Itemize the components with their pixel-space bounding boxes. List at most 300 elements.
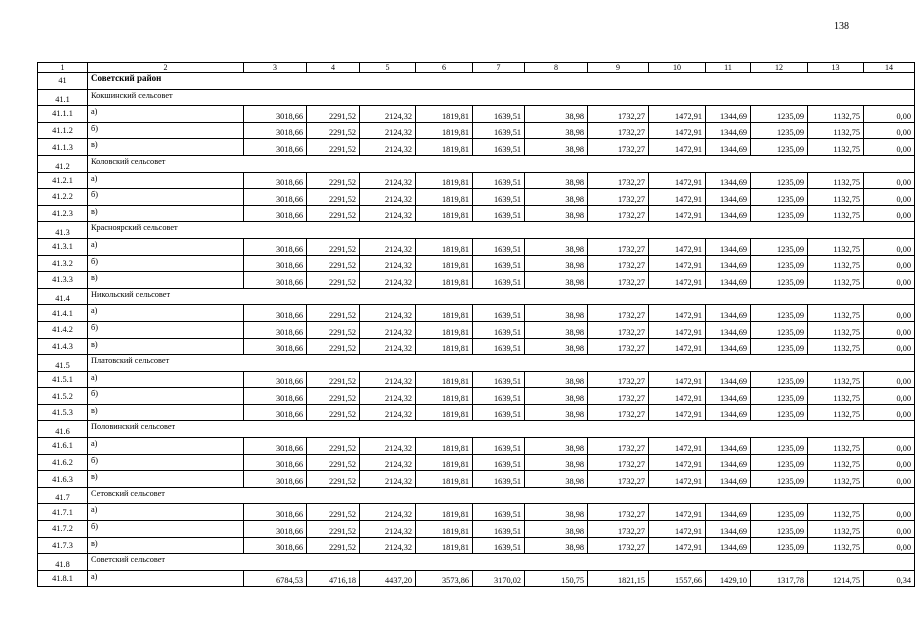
value-cell: 2291,52 bbox=[307, 205, 360, 222]
table-row bbox=[38, 238, 915, 255]
row-variant: б) bbox=[88, 255, 244, 272]
row-code: 41.7.2 bbox=[38, 521, 88, 538]
value-cell: 1344,69 bbox=[706, 172, 751, 189]
value-cell: 2124,32 bbox=[360, 255, 416, 272]
value-cell: 1819,81 bbox=[416, 388, 473, 405]
value-cell: 3573,86 bbox=[416, 570, 473, 587]
row-code: 41.5.1 bbox=[38, 371, 88, 388]
value-cell: 1732,27 bbox=[588, 371, 649, 388]
value-cell: 0,00 bbox=[864, 272, 915, 289]
column-number: 2 bbox=[88, 63, 244, 73]
value-cell: 1819,81 bbox=[416, 321, 473, 338]
value-cell: 1235,09 bbox=[751, 172, 808, 189]
value-cell: 0,00 bbox=[864, 471, 915, 488]
value-cell: 0,34 bbox=[864, 570, 915, 587]
value-cell: 1732,27 bbox=[588, 238, 649, 255]
value-cell: 1639,51 bbox=[473, 205, 525, 222]
row-variant: в) bbox=[88, 205, 244, 222]
value-cell: 1639,51 bbox=[473, 388, 525, 405]
row-code: 41.1.1 bbox=[38, 106, 88, 123]
settlement-row bbox=[38, 288, 915, 305]
value-cell: 1639,51 bbox=[473, 238, 525, 255]
value-cell: 1344,69 bbox=[706, 454, 751, 471]
value-cell: 0,00 bbox=[864, 172, 915, 189]
value-cell: 1235,09 bbox=[751, 189, 808, 206]
value-cell: 2291,52 bbox=[307, 438, 360, 455]
row-code: 41.4.1 bbox=[38, 305, 88, 322]
table-row bbox=[38, 570, 915, 587]
row-variant: а) bbox=[88, 438, 244, 455]
value-cell: 3018,66 bbox=[244, 238, 307, 255]
value-cell: 1132,75 bbox=[808, 454, 864, 471]
value-cell: 1344,69 bbox=[706, 338, 751, 355]
value-cell: 2124,32 bbox=[360, 139, 416, 156]
value-cell: 1235,09 bbox=[751, 521, 808, 538]
row-variant: в) bbox=[88, 404, 244, 421]
value-cell: 2291,52 bbox=[307, 139, 360, 156]
value-cell: 1132,75 bbox=[808, 238, 864, 255]
value-cell: 2291,52 bbox=[307, 272, 360, 289]
value-cell: 1639,51 bbox=[473, 537, 525, 554]
value-cell: 1472,91 bbox=[649, 272, 706, 289]
value-cell: 1344,69 bbox=[706, 521, 751, 538]
value-cell: 1235,09 bbox=[751, 255, 808, 272]
value-cell: 1472,91 bbox=[649, 205, 706, 222]
value-cell: 2124,32 bbox=[360, 504, 416, 521]
value-cell: 38,98 bbox=[525, 139, 588, 156]
value-cell: 1344,69 bbox=[706, 238, 751, 255]
value-cell: 1344,69 bbox=[706, 504, 751, 521]
row-variant: а) bbox=[88, 305, 244, 322]
value-cell: 1819,81 bbox=[416, 272, 473, 289]
value-cell: 1732,27 bbox=[588, 537, 649, 554]
value-cell: 2291,52 bbox=[307, 338, 360, 355]
row-variant: б) bbox=[88, 521, 244, 538]
value-cell: 1732,27 bbox=[588, 122, 649, 139]
value-cell: 1819,81 bbox=[416, 438, 473, 455]
row-code: 41.3 bbox=[38, 222, 88, 239]
value-cell: 1819,81 bbox=[416, 139, 473, 156]
value-cell: 2124,32 bbox=[360, 305, 416, 322]
value-cell: 3018,66 bbox=[244, 504, 307, 521]
value-cell: 2124,32 bbox=[360, 388, 416, 405]
value-cell: 2291,52 bbox=[307, 122, 360, 139]
value-cell: 3018,66 bbox=[244, 404, 307, 421]
value-cell: 38,98 bbox=[525, 388, 588, 405]
value-cell: 0,00 bbox=[864, 404, 915, 421]
value-cell: 1235,09 bbox=[751, 205, 808, 222]
settlement-row bbox=[38, 421, 915, 438]
column-number: 5 bbox=[360, 63, 416, 73]
row-code: 41.6.2 bbox=[38, 454, 88, 471]
value-cell: 1639,51 bbox=[473, 255, 525, 272]
value-cell: 1132,75 bbox=[808, 139, 864, 156]
settlement-name: Никольский сельсовет bbox=[88, 288, 915, 305]
value-cell: 1819,81 bbox=[416, 521, 473, 538]
value-cell: 1819,81 bbox=[416, 238, 473, 255]
row-variant: б) bbox=[88, 321, 244, 338]
row-variant: а) bbox=[88, 106, 244, 123]
value-cell: 3018,66 bbox=[244, 537, 307, 554]
value-cell: 1639,51 bbox=[473, 272, 525, 289]
value-cell: 0,00 bbox=[864, 122, 915, 139]
value-cell: 2291,52 bbox=[307, 255, 360, 272]
row-code: 41.4.3 bbox=[38, 338, 88, 355]
value-cell: 3018,66 bbox=[244, 438, 307, 455]
row-code: 41.5.2 bbox=[38, 388, 88, 405]
value-cell: 1132,75 bbox=[808, 471, 864, 488]
value-cell: 1639,51 bbox=[473, 139, 525, 156]
value-cell: 38,98 bbox=[525, 255, 588, 272]
value-cell: 1344,69 bbox=[706, 255, 751, 272]
value-cell: 1472,91 bbox=[649, 106, 706, 123]
value-cell: 0,00 bbox=[864, 321, 915, 338]
value-cell: 1639,51 bbox=[473, 172, 525, 189]
value-cell: 38,98 bbox=[525, 272, 588, 289]
value-cell: 1317,78 bbox=[751, 570, 808, 587]
settlement-row bbox=[38, 222, 915, 239]
district-row bbox=[38, 73, 915, 90]
value-cell: 1732,27 bbox=[588, 205, 649, 222]
value-cell: 1235,09 bbox=[751, 438, 808, 455]
value-cell: 1732,27 bbox=[588, 172, 649, 189]
value-cell: 1344,69 bbox=[706, 388, 751, 405]
value-cell: 1472,91 bbox=[649, 172, 706, 189]
value-cell: 1819,81 bbox=[416, 537, 473, 554]
table-body bbox=[38, 73, 915, 587]
value-cell: 1344,69 bbox=[706, 471, 751, 488]
value-cell: 1732,27 bbox=[588, 321, 649, 338]
value-cell: 1429,10 bbox=[706, 570, 751, 587]
row-code: 41 bbox=[38, 73, 88, 90]
value-cell: 1132,75 bbox=[808, 106, 864, 123]
value-cell: 1732,27 bbox=[588, 521, 649, 538]
row-code: 41.6.3 bbox=[38, 471, 88, 488]
value-cell: 1732,27 bbox=[588, 438, 649, 455]
page-number: 138 bbox=[834, 21, 849, 32]
value-cell: 2124,32 bbox=[360, 172, 416, 189]
value-cell: 1235,09 bbox=[751, 106, 808, 123]
value-cell: 38,98 bbox=[525, 338, 588, 355]
value-cell: 1132,75 bbox=[808, 305, 864, 322]
row-code: 41.8.1 bbox=[38, 570, 88, 587]
value-cell: 38,98 bbox=[525, 454, 588, 471]
settlement-name: Кокшинский сельсовет bbox=[88, 89, 915, 106]
row-code: 41.7.1 bbox=[38, 504, 88, 521]
value-cell: 1472,91 bbox=[649, 371, 706, 388]
value-cell: 3018,66 bbox=[244, 338, 307, 355]
value-cell: 1732,27 bbox=[588, 255, 649, 272]
value-cell: 3018,66 bbox=[244, 521, 307, 538]
value-cell: 1472,91 bbox=[649, 189, 706, 206]
value-cell: 1732,27 bbox=[588, 404, 649, 421]
row-variant: б) bbox=[88, 388, 244, 405]
value-cell: 1132,75 bbox=[808, 338, 864, 355]
row-code: 41.1.3 bbox=[38, 139, 88, 156]
value-cell: 1732,27 bbox=[588, 338, 649, 355]
value-cell: 1639,51 bbox=[473, 106, 525, 123]
row-variant: а) bbox=[88, 238, 244, 255]
value-cell: 1819,81 bbox=[416, 172, 473, 189]
value-cell: 38,98 bbox=[525, 404, 588, 421]
table-row bbox=[38, 537, 915, 554]
value-cell: 1235,09 bbox=[751, 338, 808, 355]
value-cell: 2291,52 bbox=[307, 471, 360, 488]
value-cell: 0,00 bbox=[864, 504, 915, 521]
value-cell: 1344,69 bbox=[706, 404, 751, 421]
value-cell: 1639,51 bbox=[473, 122, 525, 139]
value-cell: 2291,52 bbox=[307, 537, 360, 554]
value-cell: 38,98 bbox=[525, 438, 588, 455]
row-code: 41.6.1 bbox=[38, 438, 88, 455]
value-cell: 2124,32 bbox=[360, 205, 416, 222]
settlement-name: Советский сельсовет bbox=[88, 554, 915, 571]
value-cell: 1235,09 bbox=[751, 388, 808, 405]
value-cell: 1132,75 bbox=[808, 172, 864, 189]
column-number: 7 bbox=[473, 63, 525, 73]
value-cell: 3018,66 bbox=[244, 305, 307, 322]
value-cell: 1235,09 bbox=[751, 321, 808, 338]
row-code: 41.2.3 bbox=[38, 205, 88, 222]
value-cell: 2124,32 bbox=[360, 338, 416, 355]
value-cell: 1235,09 bbox=[751, 537, 808, 554]
value-cell: 0,00 bbox=[864, 537, 915, 554]
value-cell: 1639,51 bbox=[473, 305, 525, 322]
value-cell: 1819,81 bbox=[416, 305, 473, 322]
value-cell: 3018,66 bbox=[244, 106, 307, 123]
value-cell: 1344,69 bbox=[706, 272, 751, 289]
settlement-name: Половинский сельсовет bbox=[88, 421, 915, 438]
value-cell: 4716,18 bbox=[307, 570, 360, 587]
row-variant: б) bbox=[88, 189, 244, 206]
value-cell: 1214,75 bbox=[808, 570, 864, 587]
value-cell: 2124,32 bbox=[360, 404, 416, 421]
value-cell: 38,98 bbox=[525, 189, 588, 206]
table-row bbox=[38, 438, 915, 455]
value-cell: 38,98 bbox=[525, 371, 588, 388]
table-row bbox=[38, 471, 915, 488]
value-cell: 38,98 bbox=[525, 106, 588, 123]
value-cell: 1819,81 bbox=[416, 106, 473, 123]
column-number-row bbox=[38, 63, 915, 73]
value-cell: 1732,27 bbox=[588, 388, 649, 405]
value-cell: 2124,32 bbox=[360, 189, 416, 206]
value-cell: 1235,09 bbox=[751, 404, 808, 421]
table-row bbox=[38, 305, 915, 322]
value-cell: 6784,53 bbox=[244, 570, 307, 587]
value-cell: 0,00 bbox=[864, 371, 915, 388]
value-cell: 1639,51 bbox=[473, 454, 525, 471]
value-cell: 1732,27 bbox=[588, 189, 649, 206]
value-cell: 2124,32 bbox=[360, 272, 416, 289]
column-number: 11 bbox=[706, 63, 751, 73]
settlement-row bbox=[38, 487, 915, 504]
value-cell: 2291,52 bbox=[307, 388, 360, 405]
value-cell: 2291,52 bbox=[307, 238, 360, 255]
value-cell: 2124,32 bbox=[360, 106, 416, 123]
value-cell: 1344,69 bbox=[706, 537, 751, 554]
value-cell: 1235,09 bbox=[751, 471, 808, 488]
value-cell: 38,98 bbox=[525, 321, 588, 338]
value-cell: 3018,66 bbox=[244, 471, 307, 488]
settlement-row bbox=[38, 554, 915, 571]
value-cell: 1132,75 bbox=[808, 521, 864, 538]
settlement-name: Платовский сельсовет bbox=[88, 355, 915, 372]
value-cell: 1132,75 bbox=[808, 504, 864, 521]
value-cell: 1732,27 bbox=[588, 305, 649, 322]
value-cell: 3018,66 bbox=[244, 255, 307, 272]
value-cell: 1819,81 bbox=[416, 404, 473, 421]
value-cell: 1132,75 bbox=[808, 404, 864, 421]
value-cell: 1472,91 bbox=[649, 338, 706, 355]
row-code: 41.2.1 bbox=[38, 172, 88, 189]
table-row bbox=[38, 504, 915, 521]
value-cell: 1344,69 bbox=[706, 106, 751, 123]
value-cell: 1344,69 bbox=[706, 122, 751, 139]
value-cell: 38,98 bbox=[525, 471, 588, 488]
value-cell: 1344,69 bbox=[706, 371, 751, 388]
value-cell: 1344,69 bbox=[706, 305, 751, 322]
value-cell: 38,98 bbox=[525, 172, 588, 189]
value-cell: 0,00 bbox=[864, 139, 915, 156]
value-cell: 1821,15 bbox=[588, 570, 649, 587]
table-row bbox=[38, 205, 915, 222]
value-cell: 0,00 bbox=[864, 255, 915, 272]
value-cell: 3018,66 bbox=[244, 388, 307, 405]
value-cell: 0,00 bbox=[864, 454, 915, 471]
value-cell: 1472,91 bbox=[649, 122, 706, 139]
column-number: 6 bbox=[416, 63, 473, 73]
row-variant: в) bbox=[88, 537, 244, 554]
row-code: 41.7.3 bbox=[38, 537, 88, 554]
row-code: 41.3.2 bbox=[38, 255, 88, 272]
row-code: 41.1.2 bbox=[38, 122, 88, 139]
value-cell: 1472,91 bbox=[649, 521, 706, 538]
value-cell: 3018,66 bbox=[244, 189, 307, 206]
value-cell: 38,98 bbox=[525, 537, 588, 554]
value-cell: 1639,51 bbox=[473, 504, 525, 521]
value-cell: 1819,81 bbox=[416, 371, 473, 388]
value-cell: 0,00 bbox=[864, 106, 915, 123]
row-code: 41.2 bbox=[38, 155, 88, 172]
value-cell: 1472,91 bbox=[649, 438, 706, 455]
value-cell: 2291,52 bbox=[307, 521, 360, 538]
row-code: 41.8 bbox=[38, 554, 88, 571]
value-cell: 3018,66 bbox=[244, 272, 307, 289]
value-cell: 3170,02 bbox=[473, 570, 525, 587]
value-cell: 1819,81 bbox=[416, 471, 473, 488]
row-variant: а) bbox=[88, 504, 244, 521]
value-cell: 150,75 bbox=[525, 570, 588, 587]
value-cell: 1819,81 bbox=[416, 255, 473, 272]
table-row bbox=[38, 189, 915, 206]
value-cell: 1235,09 bbox=[751, 238, 808, 255]
value-cell: 1639,51 bbox=[473, 338, 525, 355]
value-cell: 0,00 bbox=[864, 205, 915, 222]
value-cell: 2291,52 bbox=[307, 504, 360, 521]
value-cell: 1132,75 bbox=[808, 189, 864, 206]
table-row bbox=[38, 454, 915, 471]
row-code: 41.5 bbox=[38, 355, 88, 372]
value-cell: 1235,09 bbox=[751, 272, 808, 289]
value-cell: 1344,69 bbox=[706, 438, 751, 455]
value-cell: 1639,51 bbox=[473, 404, 525, 421]
value-cell: 2291,52 bbox=[307, 189, 360, 206]
table-row bbox=[38, 404, 915, 421]
value-cell: 1472,91 bbox=[649, 255, 706, 272]
value-cell: 1819,81 bbox=[416, 205, 473, 222]
value-cell: 0,00 bbox=[864, 438, 915, 455]
row-variant: а) bbox=[88, 172, 244, 189]
value-cell: 1132,75 bbox=[808, 537, 864, 554]
value-cell: 2291,52 bbox=[307, 404, 360, 421]
value-cell: 1639,51 bbox=[473, 371, 525, 388]
settlement-name: Краснoярский сельсовет bbox=[88, 222, 915, 239]
table-row bbox=[38, 255, 915, 272]
value-cell: 2291,52 bbox=[307, 321, 360, 338]
value-cell: 1344,69 bbox=[706, 205, 751, 222]
value-cell: 1639,51 bbox=[473, 321, 525, 338]
district-name: Советский район bbox=[88, 73, 915, 90]
settlement-row bbox=[38, 155, 915, 172]
value-cell: 38,98 bbox=[525, 238, 588, 255]
table-row bbox=[38, 139, 915, 156]
value-cell: 0,00 bbox=[864, 189, 915, 206]
value-cell: 3018,66 bbox=[244, 139, 307, 156]
value-cell: 2124,32 bbox=[360, 537, 416, 554]
column-number: 9 bbox=[588, 63, 649, 73]
value-cell: 3018,66 bbox=[244, 122, 307, 139]
value-cell: 1235,09 bbox=[751, 454, 808, 471]
value-cell: 2124,32 bbox=[360, 471, 416, 488]
row-variant: в) bbox=[88, 272, 244, 289]
row-code: 41.3.3 bbox=[38, 272, 88, 289]
value-cell: 1819,81 bbox=[416, 504, 473, 521]
value-cell: 1132,75 bbox=[808, 205, 864, 222]
value-cell: 1472,91 bbox=[649, 404, 706, 421]
row-code: 41.5.3 bbox=[38, 404, 88, 421]
row-code: 41.1 bbox=[38, 89, 88, 106]
row-variant: в) bbox=[88, 471, 244, 488]
value-cell: 2124,32 bbox=[360, 238, 416, 255]
value-cell: 1472,91 bbox=[649, 139, 706, 156]
value-cell: 4437,20 bbox=[360, 570, 416, 587]
table-row bbox=[38, 272, 915, 289]
table-row bbox=[38, 172, 915, 189]
value-cell: 1132,75 bbox=[808, 388, 864, 405]
row-code: 41.4 bbox=[38, 288, 88, 305]
row-variant: б) bbox=[88, 454, 244, 471]
value-cell: 0,00 bbox=[864, 338, 915, 355]
value-cell: 1235,09 bbox=[751, 122, 808, 139]
row-variant: в) bbox=[88, 139, 244, 156]
settlement-name: Коловский сельсовет bbox=[88, 155, 915, 172]
value-cell: 1472,91 bbox=[649, 471, 706, 488]
settlement-row bbox=[38, 355, 915, 372]
value-cell: 38,98 bbox=[525, 305, 588, 322]
value-cell: 0,00 bbox=[864, 305, 915, 322]
value-cell: 2291,52 bbox=[307, 305, 360, 322]
value-cell: 1344,69 bbox=[706, 139, 751, 156]
row-code: 41.7 bbox=[38, 487, 88, 504]
tariff-table bbox=[37, 62, 915, 587]
row-variant: в) bbox=[88, 338, 244, 355]
row-code: 41.4.2 bbox=[38, 321, 88, 338]
table-row bbox=[38, 371, 915, 388]
column-number: 14 bbox=[864, 63, 915, 73]
value-cell: 3018,66 bbox=[244, 454, 307, 471]
value-cell: 1472,91 bbox=[649, 537, 706, 554]
